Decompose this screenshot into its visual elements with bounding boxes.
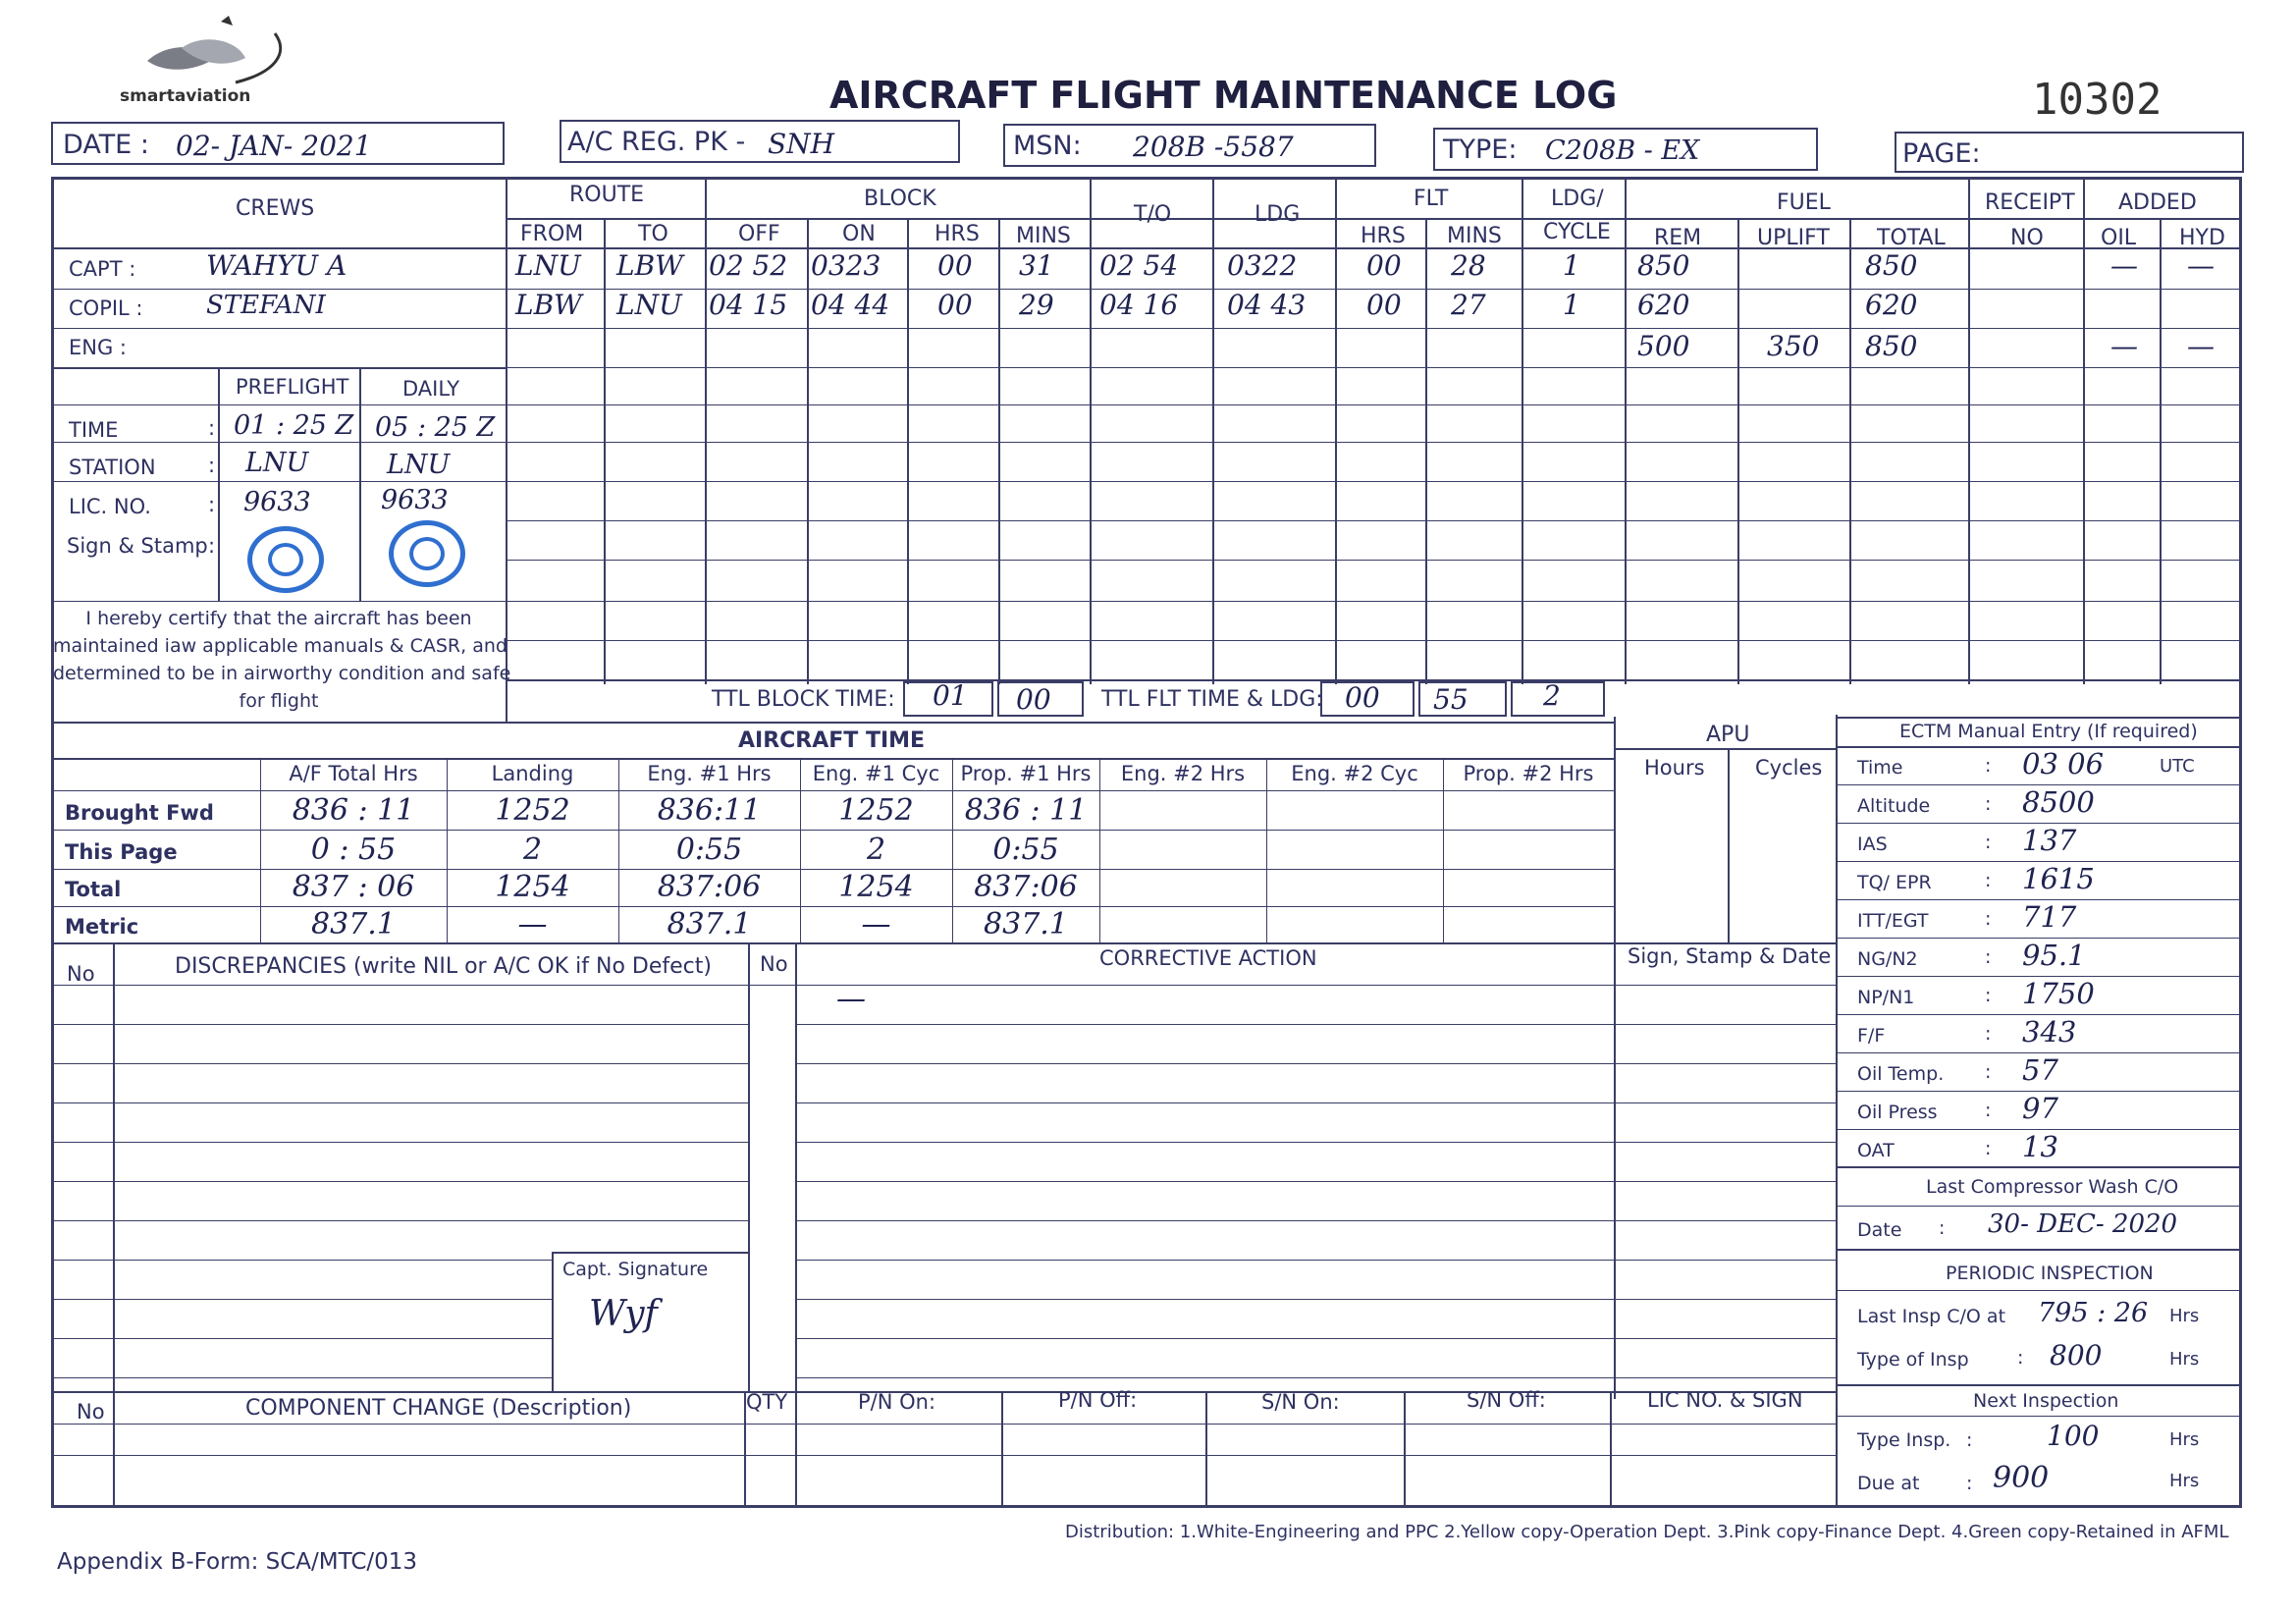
aircraft-time-cell: 837:06 [657,870,762,904]
aircraft-time-cell: 837.1 [984,907,1068,941]
aircraft-time-cell: 837.1 [311,907,396,941]
grid-line [1614,758,1615,942]
sn-on-header: S/N On: [1261,1390,1340,1414]
flight-hrs: 00 [1366,289,1402,321]
apu-cycles: Cycles [1755,756,1823,780]
flight-block-hrs: 00 [937,249,973,282]
daily-station: LNU [387,450,451,480]
total-header: TOTAL [1877,226,1946,250]
colon-sep: : [208,454,216,477]
colon-sep: : [1966,1429,1973,1451]
grid-line [51,1024,748,1025]
ttl-flt-mins: 55 [1433,683,1468,716]
grid-line [51,1377,552,1378]
type-insp-label: Type of Insp [1857,1349,1969,1371]
type-value: C208B - EX [1545,135,1700,166]
flight-off: 02 52 [709,249,788,282]
brand-name: smartaviation [120,86,251,106]
colon-sep: : [1985,1100,1992,1121]
ectm-label: Altitude [1857,795,1931,817]
ectm-value: 137 [2022,824,2077,857]
aircraft-time-cell: 837.1 [667,907,752,941]
flight-landing: 04 43 [1227,289,1307,321]
grid-line [51,1142,748,1143]
msn-box [1003,124,1376,167]
grid-line [51,1260,552,1261]
compressor-header: Last Compressor Wash C/O [1926,1176,2179,1198]
last-insp-value: 795 : 26 [2038,1298,2149,1328]
page-title: AIRCRAFT FLIGHT MAINTENANCE LOG [829,74,1618,117]
capt-value: WAHYU A [206,249,347,282]
aircraft-time-col-header: A/F Total Hrs [289,762,418,785]
colon-sep: : [1985,1061,1992,1083]
grid-line [795,1102,1836,1103]
flight-to: LNU [616,289,682,321]
type-label: TYPE: [1443,134,1518,165]
preflight-stamp [247,526,324,593]
fuel-total: 850 [1865,249,1918,282]
grid-line [1099,758,1100,942]
colon-sep: : [1985,793,1992,815]
flt-hrs-header: HRS [1361,224,1406,248]
added-oil: — [2110,249,2138,282]
aircraft-time-col-header: Eng. #1 Cyc [812,762,940,785]
flight-from: LNU [515,249,581,282]
station-label: STATION [69,456,156,479]
cert-line: I hereby certify that the aircraft has been [85,608,472,629]
discrepancies-header: DISCREPANCIES (write NIL or A/C OK if No Defect) [175,954,712,979]
colon-sep: : [208,534,216,558]
ectm-label: Oil Temp. [1857,1063,1945,1085]
ldg-cycle-header-2: CYCLE [1543,220,1611,244]
grid-line [795,1142,1836,1143]
fuel-rem: 850 [1637,249,1690,282]
ectm-label: OAT [1857,1140,1895,1161]
aircraft-time-cell: 1254 [495,870,570,904]
colon-sep: : [1985,908,1992,930]
ectm-value: 343 [2022,1015,2077,1048]
grid-line [795,1181,1836,1182]
reg-box [560,120,960,163]
aircraft-time-col-header: Eng. #1 Hrs [647,762,772,785]
fuel-total: 850 [1865,330,1918,362]
fuel-rem: 500 [1637,330,1690,362]
ectm-label: NP/N1 [1857,987,1915,1008]
next-type-hrs: Hrs [2169,1429,2200,1450]
aircraft-time-row-label: Total [65,878,122,901]
next-type-value: 100 [2047,1420,2100,1452]
ectm-label: F/F [1857,1025,1886,1047]
aircraft-time-cell: 0:55 [992,833,1059,867]
last-insp-label: Last Insp C/O at [1857,1306,2006,1327]
sn-off-header: S/N Off: [1467,1388,1546,1412]
colon-sep: : [1985,1023,1992,1045]
next-type-label: Type Insp. [1857,1429,1951,1451]
grid-line [795,1260,1836,1261]
hyd-header: HYD [2179,226,2225,250]
corrective-action-header: CORRECTIVE ACTION [1099,946,1317,970]
next-insp-header: Next Inspection [1973,1390,2119,1412]
grid-line [51,1299,552,1300]
ectm-label: Time [1857,757,1903,779]
ectm-value: 95.1 [2022,939,2086,972]
aircraft-time-cell: 836:11 [657,793,762,828]
added-hyd: — [2187,330,2215,362]
flight-on: 0323 [811,249,881,282]
type-insp-value: 800 [2050,1339,2103,1371]
hrs-header: HRS [934,222,980,246]
ectm-label: TQ/ EPR [1857,872,1932,893]
flight-from: LBW [515,289,582,321]
ectm-value: 1615 [2022,862,2095,895]
cert-line: maintained iaw applicable manuals & CASR, and [53,635,507,657]
on-header: ON [842,222,876,246]
due-label: Due at [1857,1473,1920,1494]
receipt-header-2: NO [2010,226,2044,250]
to-header: TO [638,222,668,246]
apu-hours: Hours [1644,756,1705,780]
ectm-header: ECTM Manual Entry (If required) [1899,721,2198,742]
off-header: OFF [738,222,780,246]
ectm-label: ITT/EGT [1857,910,1929,932]
fuel-rem: 620 [1637,289,1690,321]
msn-label: MSN: [1013,131,1082,161]
aircraft-time-cell: — [517,907,548,941]
distribution-text: Distribution: 1.White-Engineering and PPC 2.Yellow copy-Operation Dept. 3.Pink copy-Finance Dept. 4.Green copy-Retained in AFML [1065,1522,2229,1542]
flight-block-mins: 31 [1019,249,1054,282]
reg-label: A/C REG. PK - [567,127,746,157]
aircraft-time-cell: 1252 [495,793,570,828]
form-number: 10302 [2032,75,2163,125]
aircraft-time-row-label: This Page [65,840,178,864]
flight-cycle: 1 [1563,249,1580,282]
ectm-label: Oil Press [1857,1102,1938,1123]
lic-label: LIC. NO. [69,495,151,518]
ectm-label: IAS [1857,833,1888,855]
ectm-value: 1750 [2022,977,2095,1010]
block-header: BLOCK [864,187,936,211]
aircraft-time-cell: 2 [522,833,543,867]
added-header: ADDED [2118,190,2197,215]
ttl-block-mins: 00 [1016,683,1051,716]
due-hrs: Hrs [2169,1471,2200,1491]
grid-line [51,1181,748,1182]
fuel-uplift: 350 [1767,330,1820,362]
fuel-header: FUEL [1777,190,1831,215]
reg-value: SNH [768,128,835,160]
flight-block-hrs: 00 [937,289,973,321]
flight-landing: 0322 [1227,249,1298,282]
daily-time: 05 : 25 Z [375,412,496,443]
colon-sep: : [2017,1347,2024,1369]
colon-sep: : [1985,755,1992,777]
aircraft-time-col-header: Eng. #2 Hrs [1120,762,1246,785]
component-change-header: COMPONENT CHANGE (Description) [245,1396,632,1421]
added-oil: — [2110,330,2138,362]
grid-line [1266,758,1267,942]
aircraft-time-cell: 1254 [838,870,914,904]
ectm-label: NG/N2 [1857,948,1918,970]
capt-label: CAPT : [69,257,136,281]
sign-stamp-date-header: Sign, Stamp & Date [1628,944,1832,968]
colon-sep: : [1985,870,1992,891]
from-header: FROM [520,222,584,246]
daily-lic: 9633 [381,485,449,515]
compressor-date-value: 30- DEC- 2020 [1988,1210,2178,1239]
aircraft-time-col-header: Prop. #2 Hrs [1463,762,1594,785]
preflight-time: 01 : 25 Z [234,410,354,441]
ttl-flt-hrs: 00 [1345,681,1380,714]
grid-line [51,1102,748,1103]
sign-stamp-label: Sign & Stamp [67,534,208,558]
utc-label: UTC [2160,756,2195,777]
grid-line [795,1063,1836,1064]
colon-sep: : [1985,985,1992,1006]
receipt-header-1: RECEIPT [1985,190,2075,215]
cert-line: for flight [239,690,319,712]
pn-on-header: P/N On: [858,1390,936,1414]
aircraft-time-cell: 837:06 [974,870,1078,904]
ectm-value: 97 [2022,1092,2058,1125]
lic-sign-header: LIC NO. & SIGN [1647,1388,1803,1412]
colon-sep: : [1985,1138,1992,1159]
flight-to: LBW [616,249,683,282]
flight-off: 04 15 [709,289,788,321]
aircraft-time-cell: 837 : 06 [292,870,415,904]
flight-on: 04 44 [811,289,890,321]
colon-sep: : [208,493,216,516]
ttl-ldg: 2 [1543,679,1561,712]
preflight-header: PREFLIGHT [236,375,349,399]
colon-sep: : [1966,1473,1973,1494]
ttl-block-label: TTL BLOCK TIME: [712,687,895,712]
cert-line: determined to be in airworthy condition and safe [53,663,511,684]
daily-header: DAILY [402,377,460,401]
grid-line [795,1299,1836,1300]
aircraft-time-cell: 836 : 11 [292,793,415,828]
preflight-station: LNU [245,448,309,478]
time-label: TIME [69,418,119,442]
last-insp-hrs: Hrs [2169,1306,2200,1326]
ectm-value: 717 [2022,900,2077,934]
grid-line [51,1338,552,1339]
aircraft-time-cell: 0:55 [675,833,743,867]
copil-label: COPIL : [69,296,143,320]
ttl-block-hrs: 01 [933,679,968,712]
pn-off-header: P/N Off: [1058,1388,1138,1412]
aircraft-time-col-header: Landing [491,762,574,785]
aircraft-time-cell: 836 : 11 [964,793,1088,828]
grid-line [795,1024,1836,1025]
grid-line [51,1220,748,1221]
msn-value: 208B -5587 [1133,131,1294,163]
capt-signature-label: Capt. Signature [562,1259,709,1280]
flight-mins: 28 [1451,249,1486,282]
flight-takeoff: 02 54 [1099,249,1179,282]
discrepancy-no-header: No [67,962,95,986]
added-hyd: — [2187,249,2215,282]
grid-line [1443,758,1444,942]
colon-sep: : [1985,832,1992,853]
preflight-lic: 9633 [243,487,311,517]
type-insp-hrs: Hrs [2169,1349,2200,1370]
grid-line [795,1220,1836,1221]
oil-header: OIL [2101,226,2137,250]
compressor-date-label: Date [1857,1219,1902,1241]
ectm-value: 8500 [2022,785,2095,819]
aircraft-time-col-header: Eng. #2 Cyc [1291,762,1418,785]
to-time-header: T/O [1134,202,1172,227]
ttl-flt-label: TTL FLT TIME & LDG: [1101,687,1323,712]
mins-header: MINS [1016,224,1071,248]
due-value: 900 [1993,1461,2050,1495]
rem-header: REM [1654,226,1702,250]
ldg-header: LDG [1255,202,1301,227]
route-header: ROUTE [569,183,645,207]
type-box [1433,128,1818,171]
grid-line [795,1338,1836,1339]
aircraft-time-cell: 1252 [838,793,914,828]
aircraft-time-cell: 0 : 55 [310,833,397,867]
flight-takeoff: 04 16 [1099,289,1179,321]
aircraft-time-cell: — [861,907,891,941]
copil-value: STEFANI [206,291,326,320]
date-label: DATE : [63,130,149,160]
date-box [51,122,505,165]
ldg-cycle-header-1: LDG/ [1551,187,1604,211]
flt-header: FLT [1414,187,1449,211]
uplift-header: UPLIFT [1757,226,1830,250]
grid-line [51,1063,748,1064]
page-label: PAGE: [1902,138,1981,169]
aircraft-time-col-header: Prop. #1 Hrs [960,762,1092,785]
capt-signature: Wyf [589,1294,658,1334]
flight-block-mins: 29 [1019,289,1054,321]
aircraft-time-row-label: Brought Fwd [65,801,214,825]
colon-sep: : [208,416,216,440]
corrective-no-header: No [760,952,788,976]
ectm-value: 57 [2022,1053,2058,1087]
aircraft-time-cell: 2 [866,833,886,867]
grid-line [795,1377,1836,1378]
corrective-dash: — [836,982,866,1016]
daily-stamp [389,520,465,587]
page-box [1895,132,2244,173]
ectm-value: 13 [2022,1130,2058,1163]
aircraft-time-header: AIRCRAFT TIME [738,728,926,753]
flight-mins: 27 [1451,289,1486,321]
flight-cycle: 1 [1563,289,1580,321]
component-no-header: No [77,1400,105,1424]
colon-sep: : [1985,946,1992,968]
periodic-header: PERIODIC INSPECTION [1946,1263,2154,1284]
colon-sep: : [1939,1217,1946,1239]
appendix-form: Appendix B-Form: SCA/MTC/013 [57,1549,418,1575]
date-value: 02- JAN- 2021 [176,130,372,162]
aircraft-time-row-label: Metric [65,915,139,939]
flt-mins-header: MINS [1447,224,1502,248]
certification-text [53,605,511,715]
apu-header: APU [1706,723,1750,747]
ectm-value: 03 06 [2022,747,2105,780]
flight-hrs: 00 [1366,249,1402,282]
fuel-total: 620 [1865,289,1918,321]
crews-header: CREWS [236,196,315,221]
qty-header: QTY [746,1390,788,1414]
eng-label: ENG : [69,336,128,359]
